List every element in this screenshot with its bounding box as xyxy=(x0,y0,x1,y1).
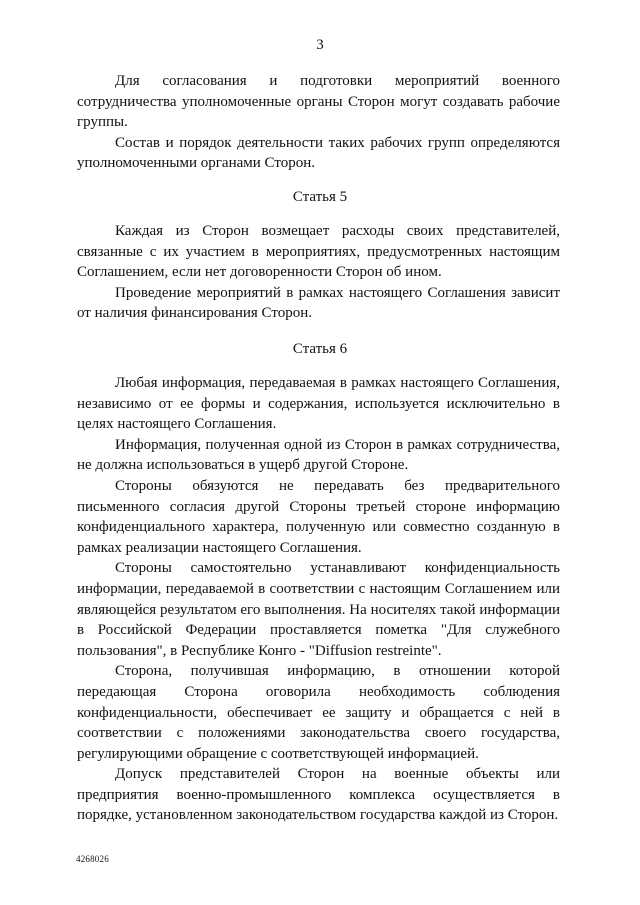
paragraph-working-groups-procedure: Состав и порядок деятельности таких рабочих групп определяются уполномоченными органами Сторон. xyxy=(77,134,560,172)
article6-body xyxy=(77,373,560,826)
paragraph-access: Допуск представителей Сторон на военные объекты или предприятия военно-промышленного комплекса осуществляется в порядке, установленном законодательством государства каждой из Сторон. xyxy=(77,766,560,824)
article6-heading: Статья 6 xyxy=(292,341,348,357)
paragraph-working-groups: Для согласования и подготовки мероприятий военного сотрудничества уполномоченные органы Сторон могут создавать рабочие группы. xyxy=(77,73,560,131)
paragraph-no-harm: Информация, полученная одной из Сторон в рамках сотрудничества, не должна использоваться в ущерб другой Стороне. xyxy=(77,436,560,474)
article5-heading: Статья 5 xyxy=(292,189,348,205)
paragraph-information-use: Любая информация, передаваемая в рамках настоящего Соглашения, независимо от ее формы и содержания, используется исключительно в целях настоящего Соглашения. xyxy=(77,375,560,433)
paragraph-financing: Проведение мероприятий в рамках настоящего Соглашения зависит от наличия финансирования Сторон. xyxy=(77,284,560,322)
document-code: 4268026 xyxy=(76,854,109,864)
paragraph-third-party: Стороны обязуются не передавать без предварительного письменного согласия другой Стороны третьей стороне информацию конфиденциального характера, полученную или совместно созданную в рамках реализации настоящего Соглашения. xyxy=(77,477,560,556)
paragraph-confidentiality-marking: Стороны самостоятельно устанавливают конфиденциальность информации, передаваемой в соответствии с настоящим Соглашением или являющейся результатом его выполнения. На носителях такой информации в Российской Федерации проставляется пометка "Для служебного пользования", в Республике Конго - "Diffusion restreinte". xyxy=(77,560,560,659)
article5-body xyxy=(77,221,560,324)
paragraph-protection: Сторона, получившая информацию, в отношении которой передающая Сторона оговорила необходимость соблюдения конфиденциальности, обеспечивает ее защиту и обращается с ней в соответствии с положениями законодательства своего государства, регулирующими обращение с соответствующей информацией. xyxy=(77,663,560,762)
paragraph-expenses: Каждая из Сторон возмещает расходы своих представителей, связанные с их участием в мероприятиях, предусмотренных настоящим Соглашением, если нет договоренности Сторон об ином. xyxy=(77,223,560,281)
page-number: 3 xyxy=(316,37,324,53)
article4-continuation xyxy=(77,71,560,174)
